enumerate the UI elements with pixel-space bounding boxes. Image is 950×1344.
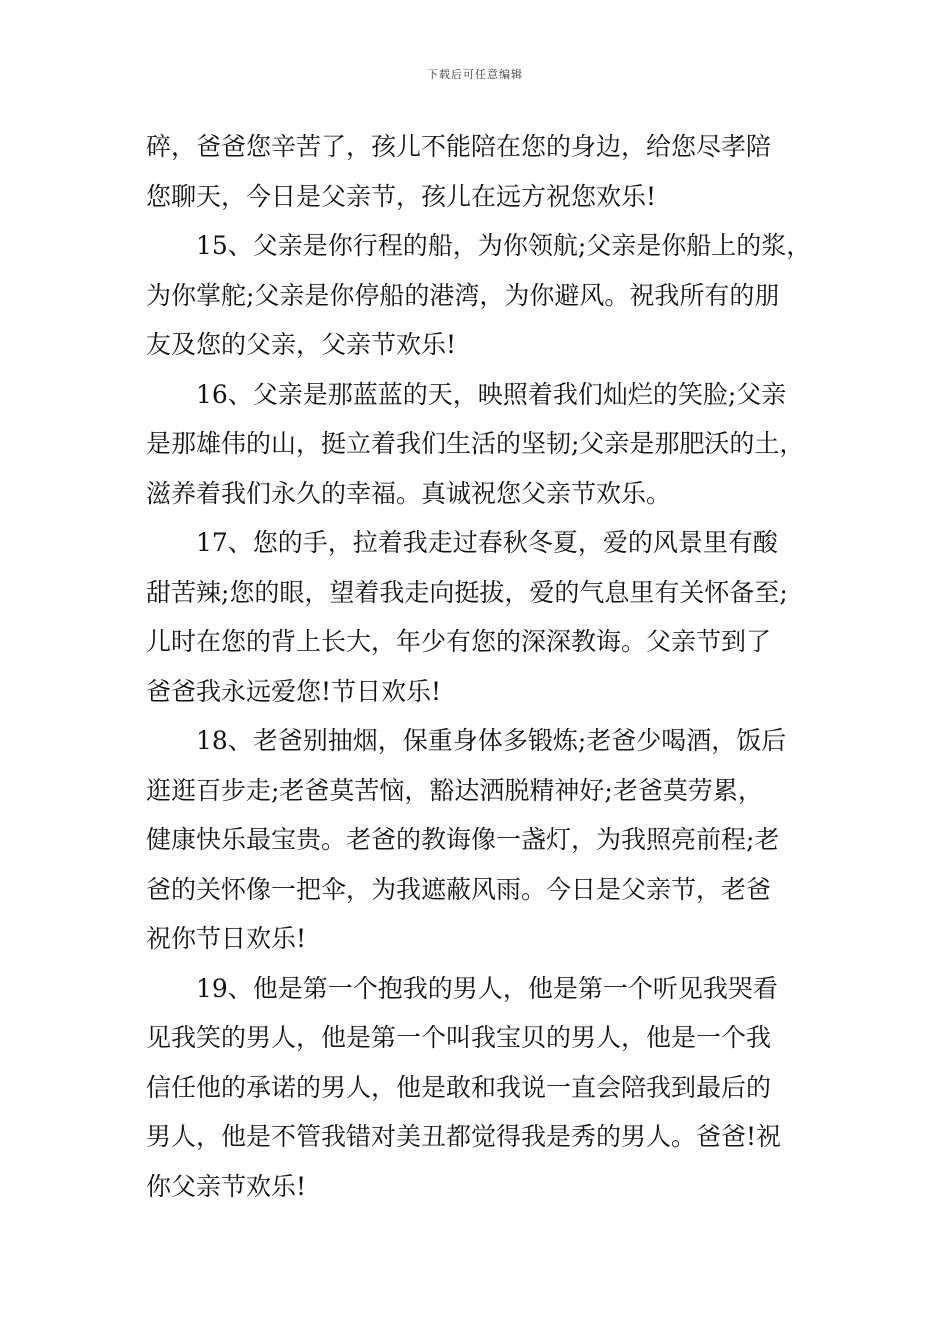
- text-line: 信任他的承诺的男人，他是敢和我说一直会陪我到最后的: [146, 1072, 772, 1102]
- text-line: 男人，他是不管我错对美丑都觉得我是秀的男人。爸爸!祝: [146, 1122, 782, 1151]
- text-line: 祝你节日欢乐!: [146, 924, 307, 953]
- text-line: 友及您的父亲，父亲节欢乐!: [146, 330, 457, 359]
- text-line: 爸的关怀像一把伞，为我遮蔽风雨。今日是父亲节，老爸: [146, 874, 772, 904]
- paragraph-15: [146, 221, 836, 370]
- paragraph-16: [146, 370, 836, 519]
- text-line: 见我笑的男人，他是第一个叫我宝贝的男人，他是一个我: [146, 1023, 772, 1052]
- text-line: 16、父亲是那蓝蓝的天，映照着我们灿烂的笑脸;父亲: [196, 379, 787, 409]
- text-line: 是那雄伟的山，挺立着我们生活的坚韧;父亲是那肥沃的土，: [146, 429, 805, 458]
- text-line: 逛逛百步走;老爸莫苦恼，豁达洒脱精神好;老爸莫劳累，: [146, 775, 763, 805]
- text-line: 你父亲节欢乐!: [146, 1171, 307, 1201]
- text-line: 滋养着我们永久的幸福。真诚祝您父亲节欢乐。: [146, 478, 672, 508]
- page-header-note: 下载后可任意编辑: [427, 68, 523, 81]
- text-line: 19、他是第一个抱我的男人，他是第一个听见我哭看: [196, 973, 778, 1003]
- text-line: 儿时在您的背上长大，年少有您的深深教诲。父亲节到了: [146, 627, 772, 656]
- paragraph-continuation: [146, 122, 836, 221]
- text-line: 17、您的手，拉着我走过春秋冬夏，爱的风景里有酸: [196, 528, 778, 557]
- text-line: 18、老爸别抽烟，保重身体多锻炼;老爸少喝酒，饭后: [196, 726, 787, 755]
- text-line: 健康快乐最宝贵。老爸的教诲像一盏灯，为我照亮前程;老: [146, 825, 780, 854]
- text-line: 您聊天，今日是父亲节，孩儿在远方祝您欢乐!: [146, 181, 657, 211]
- paragraph-19: [146, 964, 836, 1212]
- paragraph-17: [146, 518, 836, 716]
- text-line: 甜苦辣;您的眼，望着我走向挺拔，爱的气息里有关怀备至;: [146, 577, 788, 607]
- text-line: 碎，爸爸您辛苦了，孩儿不能陪在您的身边，给您尽孝陪: [146, 132, 772, 161]
- text-line: 15、父亲是你行程的船，为你领航;父亲是你船上的浆，: [196, 231, 812, 260]
- text-line: 为你掌舵;父亲是你停船的港湾，为你避风。祝我所有的朋: [146, 280, 780, 310]
- document-body: [146, 122, 836, 1211]
- paragraph-18: [146, 716, 836, 964]
- text-line: 爸爸我永远爱您!节日欢乐!: [146, 676, 442, 706]
